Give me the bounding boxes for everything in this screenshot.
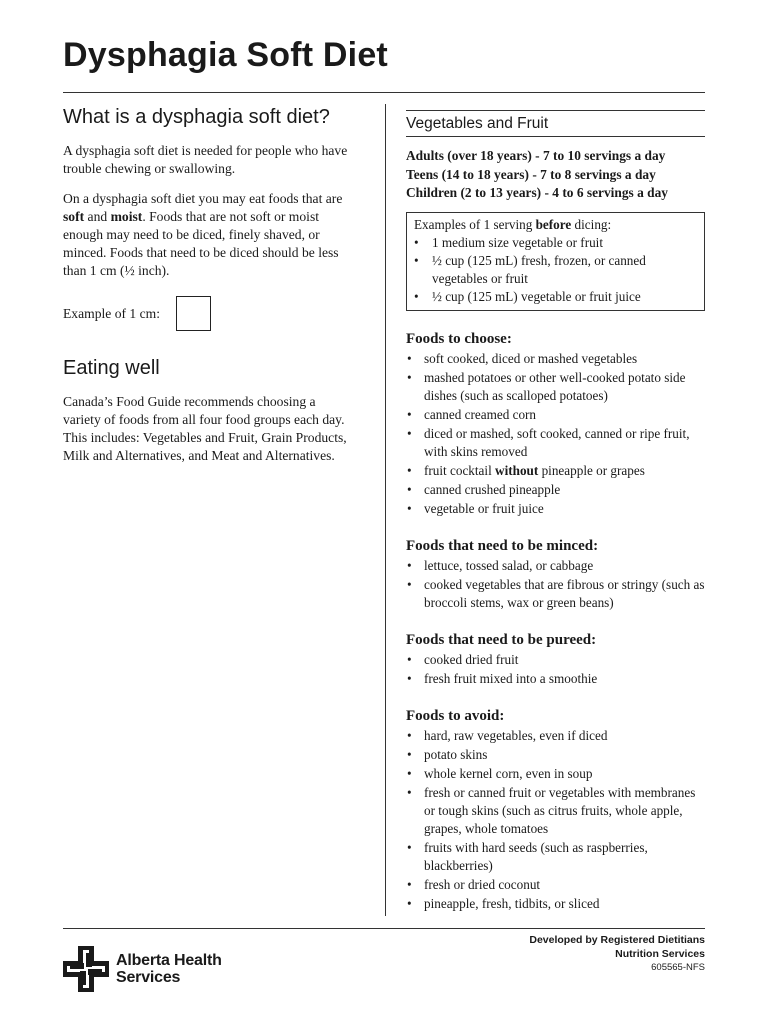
footer-credits	[529, 933, 705, 975]
cm-example-label: Example of 1 cm:	[63, 305, 161, 321]
eating-heading: Eating well	[63, 357, 160, 379]
list-item: • canned crushed pineapple	[406, 481, 705, 499]
minced-list	[406, 557, 705, 612]
what-paragraph-1: A dysphagia soft diet is needed for people who have trouble chewing or swallowing.	[63, 143, 348, 176]
list-item: • whole kernel corn, even in soup	[406, 765, 705, 783]
pureed-list	[406, 651, 705, 688]
list-item: • lettuce, tossed salad, or cabbage	[406, 557, 705, 575]
servings-teens: Teens (14 to 18 years) - 7 to 8 servings a day	[406, 166, 656, 182]
column-divider	[385, 104, 386, 916]
choose-list	[406, 350, 705, 518]
what-heading: What is a dysphagia soft diet?	[63, 106, 330, 128]
serving-examples-box	[406, 212, 705, 311]
what-paragraph-2: On a dysphagia soft diet you may eat foods that are soft and moist. Foods that are not soft or moist enough may need to be diced, finely shaved, or minced. Foods that need to be diced should be less than 1 cm (½ inch).	[63, 191, 343, 278]
developed-by: Developed by Registered Dietitians	[529, 934, 705, 946]
servings-adults: Adults (over 18 years) - 7 to 10 servings a day	[406, 148, 666, 163]
serving-box-intro: Examples of 1 serving before dicing:	[414, 216, 612, 232]
list-item: • cooked dried fruit	[406, 651, 705, 669]
pureed-heading: Foods that need to be pureed:	[406, 631, 597, 648]
list-item: • hard, raw vegetables, even if diced	[406, 727, 705, 745]
ahs-cross-icon	[63, 946, 109, 992]
list-item: • 1 medium size vegetable or fruit	[414, 234, 698, 252]
list-item: • potato skins	[406, 746, 705, 764]
servings-list	[406, 147, 705, 203]
list-item: • fruit cocktail without pineapple or grapes	[406, 462, 705, 480]
list-item: • canned creamed corn	[406, 406, 705, 424]
bottom-rule	[63, 928, 705, 929]
list-item: • mashed potatoes or other well-cooked potato side dishes (such as scalloped potatoes)	[406, 369, 705, 405]
moist-emphasis: moist	[110, 209, 143, 224]
ahs-logo-text: Alberta Health Services	[116, 952, 222, 986]
avoid-heading: Foods to avoid:	[406, 707, 505, 724]
list-item: • cooked vegetables that are fibrous or stringy (such as broccoli stems, wax or green beans)	[406, 576, 705, 612]
document-code: 605565-NFS	[651, 962, 705, 973]
section-title: Vegetables and Fruit	[406, 110, 705, 137]
right-column	[406, 110, 705, 914]
left-column	[63, 104, 355, 465]
list-item: • vegetable or fruit juice	[406, 500, 705, 518]
eating-paragraph: Canada’s Food Guide recommends choosing a variety of foods from all four food groups each day. This includes: Vegetables and Fruit, Grain Products, Milk and Alternatives, and Meat and Alternatives.	[63, 394, 347, 463]
list-item: • fresh or dried coconut	[406, 876, 705, 894]
servings-children: Children (2 to 13 years) - 4 to 6 servings a day	[406, 185, 668, 200]
list-item: • pineapple, fresh, tidbits, or sliced	[406, 895, 705, 913]
top-rule	[63, 92, 705, 93]
list-item: • ½ cup (125 mL) fresh, frozen, or canned vegetables or fruit	[414, 252, 698, 288]
organization: Nutrition Services	[615, 948, 705, 960]
cm-square	[176, 296, 211, 331]
minced-heading: Foods that need to be minced:	[406, 537, 599, 554]
list-item: • fruits with hard seeds (such as raspberries, blackberries)	[406, 839, 705, 875]
avoid-list	[406, 727, 705, 913]
list-item: • ½ cup (125 mL) vegetable or fruit juice	[414, 288, 698, 306]
soft-emphasis: soft	[63, 209, 85, 224]
list-item: • fresh fruit mixed into a smoothie	[406, 670, 705, 688]
choose-heading: Foods to choose:	[406, 330, 512, 347]
ahs-logo	[63, 946, 222, 992]
page-title: Dysphagia Soft Diet	[63, 36, 388, 74]
cm-example	[63, 296, 355, 331]
list-item: • soft cooked, diced or mashed vegetables	[406, 350, 705, 368]
list-item: • fresh or canned fruit or vegetables with membranes or tough skins (such as citrus fruits, whole apple, grapes, whole tomatoes	[406, 784, 705, 838]
list-item: • diced or mashed, soft cooked, canned or ripe fruit, with skins removed	[406, 425, 705, 461]
